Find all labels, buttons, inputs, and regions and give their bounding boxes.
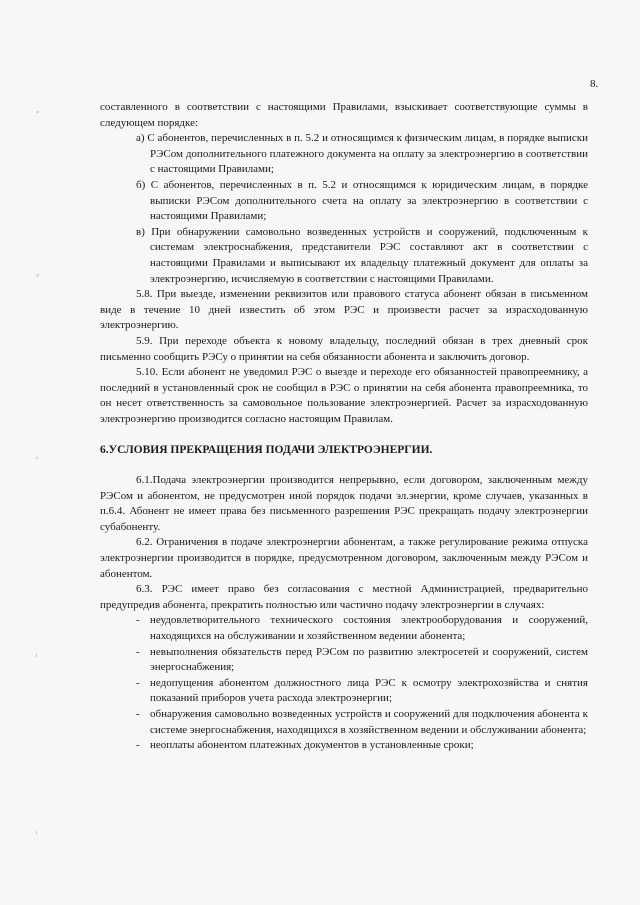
list-item: - неудовлетворительного технического состояния электрооборудования и сооружений, находящихся на обслуживании и хозяйственном ведении абонента; xyxy=(136,614,588,642)
document-body xyxy=(100,100,588,754)
section-heading: 6.УСЛОВИЯ ПРЕКРАЩЕНИЯ ПОДАЧИ ЭЛЕКТРОЭНЕРГИИ. xyxy=(100,444,433,457)
paragraph-6-1: 6.1.Подача электроэнергии производится непрерывно, если договором, заключенным между РЭСом и абонентом, не предусмотрен иной порядок подачи эл.энергии, кроме случаев, указанных в п.6.4. Абонент не имеет права без письменного разрешения РЭС прекращать подачу электроэнергии субабоненту. xyxy=(100,474,588,533)
margin-mark: ◦ xyxy=(36,270,40,280)
paragraph-5-9: 5.9. При переходе объекта к новому владельцу, последний обязан в трех дневный срок письменно сообщить РЭСу о принятии на себя обязанности абонента и заключить договор. xyxy=(100,334,588,363)
sub-item: б) С абонентов, перечисленных в п. 5.2 и относящимся к юридическим лицам, в порядке выписки РЭСом дополнительного счета на оплату за электроэнергию в соответствии с настоящими Правилами; xyxy=(136,178,588,223)
paragraph-6-2: 6.2. Ограничения в подаче электроэнергии абонентам, а также регулирование режима отпуска электроэнергии производится в порядке, предусмотренном договором, заключенным между РЭСом и абонентом. xyxy=(100,536,588,580)
top-paragraph: составленного в соответствии с настоящими Правилами, взыскивает соответствующие суммы в следующем порядке: xyxy=(100,101,588,129)
paragraph-6-3: 6.3. РЭС имеет право без согласования с местной Администрацией, предварительно предупредив абонента, прекратить полностью или частично подачу электроэнергии в случаях: xyxy=(100,583,588,611)
paragraph-5-10: 5.10. Если абонент не уведомил РЭС о выезде и переходе его обязанностей правопреемнику, а последний в установленный срок не сообщил в РЭС о принятии на себя абонента правопреемника, то он несет ответственность за самовольное пользование электроэнергией. Расчет за израсходованную электроэнергию производится согласно настоящим Правилам. xyxy=(100,366,588,425)
list-item: - недопущения абонентом должностного лица РЭС к осмотру электрохозяйства и снятия показаний приборов учета расхода электроэнергии; xyxy=(136,676,588,705)
sub-item: в) При обнаружении самовольно возведенных устройств и сооружений, подключенным к системам электроснабжения, представители РЭС составляют акт в соответствии с настоящими Правилами и выписывают их владельцу платежный документ для оплаты за электроэнергию, исчисляемую в соответствии с настоящими Правилами. xyxy=(136,225,589,285)
sub-item: а) С абонентов, перечисленных в п. 5.2 и относящимся к физическим лицам, в порядке выписки РЭСом дополнительного платежного документа на оплату за электроэнергию в соответствии с настоящими Правилами; xyxy=(136,132,589,176)
margin-mark: ᵢ xyxy=(36,825,38,835)
list-item: - обнаружения самовольно возведенных устройств и сооружений для подключения абонента к системе энергоснабжения, находящихся в хозяйственном ведении и обслуживании абонента; xyxy=(136,707,588,736)
list-item: - неоплаты абонентом платежных документов в установленные сроки; xyxy=(136,739,474,752)
list-item: - невыполнения обязательств перед РЭСом по развитию электросетей и сооружений, систем энергоснабжения; xyxy=(136,645,588,674)
paragraph-5-8: 5.8. При выезде, изменении реквизитов или правового статуса абонент обязан в письменном виде в течение 10 дней известить об этом РЭС и произвести расчет за израсходованную электроэнергию. xyxy=(100,288,588,332)
margin-mark: ˚ xyxy=(36,110,39,120)
page-number: 8. xyxy=(590,78,599,90)
margin-mark: ᵢ xyxy=(36,648,38,658)
margin-mark: ʹ xyxy=(36,455,38,465)
